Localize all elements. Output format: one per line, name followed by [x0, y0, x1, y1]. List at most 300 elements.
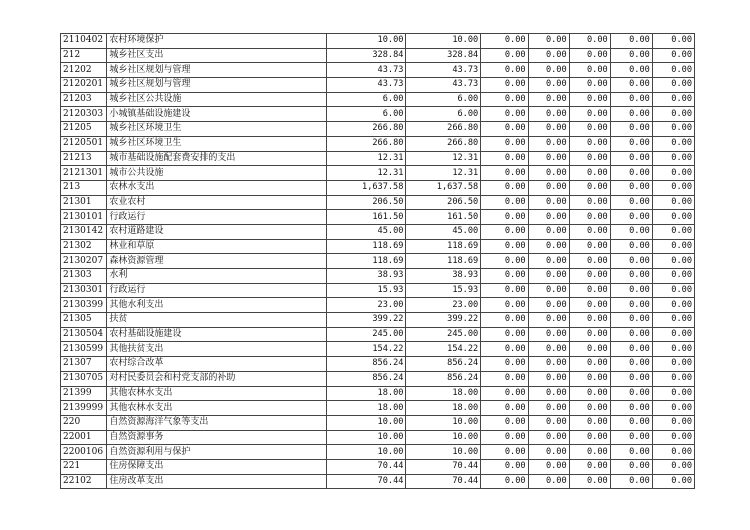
- amount-cell: 6.00: [327, 92, 406, 107]
- amount-cell: 0.00: [610, 78, 652, 93]
- amount-cell: 0.00: [610, 283, 652, 298]
- table-row: [61, 107, 695, 122]
- amount-cell: 0.00: [528, 92, 569, 107]
- subject-code-cell: 2130207: [61, 254, 107, 269]
- amount-cell: 0.00: [528, 224, 569, 239]
- amount-cell: 0.00: [569, 298, 610, 313]
- amount-cell: 0.00: [481, 122, 528, 137]
- subject-name-cell: 林业和草原: [107, 239, 327, 254]
- subject-name-cell: 其他扶贫支出: [107, 342, 327, 357]
- amount-cell: 45.00: [406, 224, 481, 239]
- amount-cell: 0.00: [610, 48, 652, 63]
- table-row: [61, 415, 695, 430]
- amount-cell: 10.00: [406, 34, 481, 49]
- table-row: [61, 122, 695, 137]
- table-row: [61, 386, 695, 401]
- table-row: [61, 63, 695, 78]
- table-row: [61, 254, 695, 269]
- subject-name-cell: 森林资源管理: [107, 254, 327, 269]
- table-row: [61, 136, 695, 151]
- amount-cell: 0.00: [481, 313, 528, 328]
- budget-table-page: [60, 33, 695, 489]
- amount-cell: 0.00: [528, 107, 569, 122]
- amount-cell: 0.00: [481, 107, 528, 122]
- subject-name-cell: 农村道路建设: [107, 224, 327, 239]
- amount-cell: 12.31: [327, 151, 406, 166]
- subject-code-cell: 2110402: [61, 34, 107, 49]
- amount-cell: 206.50: [406, 195, 481, 210]
- subject-code-cell: 21205: [61, 122, 107, 137]
- subject-code-cell: 221: [61, 459, 107, 474]
- amount-cell: 0.00: [481, 459, 528, 474]
- amount-cell: 0.00: [481, 327, 528, 342]
- amount-cell: 0.00: [528, 298, 569, 313]
- amount-cell: 0.00: [610, 92, 652, 107]
- amount-cell: 0.00: [652, 430, 694, 445]
- amount-cell: 0.00: [569, 107, 610, 122]
- subject-code-cell: 21399: [61, 386, 107, 401]
- amount-cell: 0.00: [610, 371, 652, 386]
- subject-name-cell: 水利: [107, 269, 327, 284]
- amount-cell: 0.00: [569, 48, 610, 63]
- subject-code-cell: 2130142: [61, 224, 107, 239]
- amount-cell: 0.00: [569, 327, 610, 342]
- amount-cell: 0.00: [528, 239, 569, 254]
- amount-cell: 0.00: [481, 34, 528, 49]
- amount-cell: 0.00: [481, 415, 528, 430]
- table-row: [61, 430, 695, 445]
- table-row: [61, 224, 695, 239]
- subject-name-cell: 其他农林水支出: [107, 401, 327, 416]
- subject-name-cell: 自然资源事务: [107, 430, 327, 445]
- amount-cell: 0.00: [528, 48, 569, 63]
- amount-cell: 0.00: [569, 269, 610, 284]
- amount-cell: 70.44: [327, 474, 406, 489]
- amount-cell: 0.00: [528, 78, 569, 93]
- amount-cell: 0.00: [569, 401, 610, 416]
- amount-cell: 0.00: [481, 63, 528, 78]
- amount-cell: 0.00: [610, 313, 652, 328]
- subject-code-cell: 2120501: [61, 136, 107, 151]
- amount-cell: 0.00: [481, 195, 528, 210]
- amount-cell: 18.00: [406, 386, 481, 401]
- subject-name-cell: 城市公共设施: [107, 166, 327, 181]
- amount-cell: 0.00: [569, 224, 610, 239]
- subject-code-cell: 2130399: [61, 298, 107, 313]
- amount-cell: 0.00: [652, 34, 694, 49]
- amount-cell: 0.00: [528, 180, 569, 195]
- amount-cell: 0.00: [481, 166, 528, 181]
- subject-code-cell: 2120303: [61, 107, 107, 122]
- amount-cell: 0.00: [569, 371, 610, 386]
- amount-cell: 18.00: [327, 401, 406, 416]
- amount-cell: 0.00: [652, 445, 694, 460]
- amount-cell: 0.00: [569, 430, 610, 445]
- amount-cell: 0.00: [481, 445, 528, 460]
- amount-cell: 245.00: [406, 327, 481, 342]
- amount-cell: 0.00: [610, 459, 652, 474]
- amount-cell: 0.00: [610, 415, 652, 430]
- amount-cell: 0.00: [528, 430, 569, 445]
- subject-code-cell: 21302: [61, 239, 107, 254]
- amount-cell: 0.00: [652, 92, 694, 107]
- subject-name-cell: 城乡社区规划与管理: [107, 63, 327, 78]
- subject-name-cell: 农村基础设施建设: [107, 327, 327, 342]
- amount-cell: 266.80: [327, 136, 406, 151]
- amount-cell: 10.00: [327, 34, 406, 49]
- table-row: [61, 78, 695, 93]
- subject-code-cell: 21203: [61, 92, 107, 107]
- amount-cell: 0.00: [652, 210, 694, 225]
- subject-code-cell: 2130504: [61, 327, 107, 342]
- subject-name-cell: 农业农村: [107, 195, 327, 210]
- subject-code-cell: 2130705: [61, 371, 107, 386]
- subject-name-cell: 农林水支出: [107, 180, 327, 195]
- table-row: [61, 401, 695, 416]
- amount-cell: 0.00: [481, 342, 528, 357]
- subject-name-cell: 小城镇基础设施建设: [107, 107, 327, 122]
- subject-name-cell: 城乡社区公共设施: [107, 92, 327, 107]
- amount-cell: 154.22: [327, 342, 406, 357]
- table-row: [61, 474, 695, 489]
- subject-code-cell: 22001: [61, 430, 107, 445]
- amount-cell: 18.00: [406, 401, 481, 416]
- amount-cell: 6.00: [406, 107, 481, 122]
- amount-cell: 0.00: [528, 459, 569, 474]
- table-row: [61, 210, 695, 225]
- amount-cell: 0.00: [652, 166, 694, 181]
- amount-cell: 0.00: [528, 401, 569, 416]
- amount-cell: 856.24: [406, 357, 481, 372]
- amount-cell: 856.24: [327, 371, 406, 386]
- amount-cell: 0.00: [569, 445, 610, 460]
- table-row: [61, 195, 695, 210]
- subject-code-cell: 21305: [61, 313, 107, 328]
- amount-cell: 10.00: [406, 430, 481, 445]
- subject-code-cell: 21213: [61, 151, 107, 166]
- amount-cell: 0.00: [610, 180, 652, 195]
- amount-cell: 0.00: [610, 254, 652, 269]
- amount-cell: 0.00: [652, 415, 694, 430]
- amount-cell: 0.00: [481, 269, 528, 284]
- amount-cell: 856.24: [327, 357, 406, 372]
- amount-cell: 18.00: [327, 386, 406, 401]
- amount-cell: 0.00: [610, 107, 652, 122]
- amount-cell: 0.00: [528, 445, 569, 460]
- table-row: [61, 34, 695, 49]
- amount-cell: 0.00: [652, 313, 694, 328]
- amount-cell: 0.00: [528, 327, 569, 342]
- amount-cell: 0.00: [652, 239, 694, 254]
- subject-name-cell: 农村综合改革: [107, 357, 327, 372]
- amount-cell: 0.00: [652, 151, 694, 166]
- amount-cell: 0.00: [481, 430, 528, 445]
- subject-code-cell: 2121301: [61, 166, 107, 181]
- amount-cell: 0.00: [569, 313, 610, 328]
- amount-cell: 0.00: [610, 386, 652, 401]
- amount-cell: 118.69: [327, 254, 406, 269]
- amount-cell: 23.00: [327, 298, 406, 313]
- amount-cell: 0.00: [652, 136, 694, 151]
- amount-cell: 0.00: [528, 283, 569, 298]
- amount-cell: 0.00: [652, 48, 694, 63]
- amount-cell: 0.00: [481, 210, 528, 225]
- amount-cell: 0.00: [569, 239, 610, 254]
- amount-cell: 0.00: [481, 401, 528, 416]
- amount-cell: 0.00: [528, 357, 569, 372]
- amount-cell: 0.00: [481, 136, 528, 151]
- amount-cell: 0.00: [610, 445, 652, 460]
- amount-cell: 0.00: [652, 342, 694, 357]
- table-row: [61, 445, 695, 460]
- amount-cell: 0.00: [528, 474, 569, 489]
- amount-cell: 0.00: [528, 34, 569, 49]
- amount-cell: 0.00: [652, 283, 694, 298]
- amount-cell: 0.00: [569, 180, 610, 195]
- subject-code-cell: 2120201: [61, 78, 107, 93]
- table-row: [61, 371, 695, 386]
- amount-cell: 856.24: [406, 371, 481, 386]
- amount-cell: 0.00: [481, 371, 528, 386]
- amount-cell: 0.00: [528, 195, 569, 210]
- amount-cell: 0.00: [569, 92, 610, 107]
- amount-cell: 0.00: [610, 166, 652, 181]
- amount-cell: 0.00: [528, 166, 569, 181]
- amount-cell: 0.00: [610, 298, 652, 313]
- subject-code-cell: 2200106: [61, 445, 107, 460]
- amount-cell: 12.31: [327, 166, 406, 181]
- table-row: [61, 180, 695, 195]
- subject-name-cell: 城乡社区环境卫生: [107, 136, 327, 151]
- amount-cell: 0.00: [569, 254, 610, 269]
- table-row: [61, 327, 695, 342]
- amount-cell: 43.73: [406, 78, 481, 93]
- table-row: [61, 298, 695, 313]
- amount-cell: 70.44: [327, 459, 406, 474]
- amount-cell: 6.00: [327, 107, 406, 122]
- table-row: [61, 166, 695, 181]
- amount-cell: 0.00: [481, 298, 528, 313]
- amount-cell: 0.00: [528, 63, 569, 78]
- table-row: [61, 342, 695, 357]
- amount-cell: 0.00: [569, 151, 610, 166]
- amount-cell: 10.00: [406, 415, 481, 430]
- subject-name-cell: 城乡社区规划与管理: [107, 78, 327, 93]
- subject-code-cell: 21301: [61, 195, 107, 210]
- subject-code-cell: 21303: [61, 269, 107, 284]
- amount-cell: 0.00: [652, 474, 694, 489]
- table-row: [61, 313, 695, 328]
- amount-cell: 118.69: [406, 254, 481, 269]
- expenditure-table: [60, 33, 695, 489]
- amount-cell: 161.50: [327, 210, 406, 225]
- amount-cell: 0.00: [610, 357, 652, 372]
- amount-cell: 15.93: [406, 283, 481, 298]
- amount-cell: 0.00: [610, 136, 652, 151]
- amount-cell: 0.00: [569, 415, 610, 430]
- subject-name-cell: 其他农林水支出: [107, 386, 327, 401]
- amount-cell: 70.44: [406, 474, 481, 489]
- amount-cell: 0.00: [569, 122, 610, 137]
- amount-cell: 10.00: [327, 430, 406, 445]
- amount-cell: 0.00: [569, 136, 610, 151]
- amount-cell: 0.00: [481, 224, 528, 239]
- amount-cell: 0.00: [569, 210, 610, 225]
- amount-cell: 206.50: [327, 195, 406, 210]
- amount-cell: 0.00: [528, 313, 569, 328]
- amount-cell: 0.00: [652, 386, 694, 401]
- amount-cell: 0.00: [652, 224, 694, 239]
- subject-name-cell: 扶贫: [107, 313, 327, 328]
- amount-cell: 0.00: [610, 210, 652, 225]
- amount-cell: 0.00: [652, 327, 694, 342]
- amount-cell: 0.00: [610, 122, 652, 137]
- amount-cell: 0.00: [569, 78, 610, 93]
- subject-code-cell: 2130599: [61, 342, 107, 357]
- subject-code-cell: 220: [61, 415, 107, 430]
- amount-cell: 10.00: [327, 415, 406, 430]
- subject-code-cell: 2139999: [61, 401, 107, 416]
- amount-cell: 328.84: [327, 48, 406, 63]
- amount-cell: 0.00: [610, 195, 652, 210]
- subject-name-cell: 住房保障支出: [107, 459, 327, 474]
- subject-code-cell: 21307: [61, 357, 107, 372]
- amount-cell: 0.00: [481, 151, 528, 166]
- amount-cell: 38.93: [327, 269, 406, 284]
- amount-cell: 266.80: [327, 122, 406, 137]
- amount-cell: 0.00: [652, 195, 694, 210]
- amount-cell: 0.00: [652, 122, 694, 137]
- amount-cell: 0.00: [569, 195, 610, 210]
- subject-name-cell: 自然资源海洋气象等支出: [107, 415, 327, 430]
- subject-code-cell: 2130101: [61, 210, 107, 225]
- amount-cell: 154.22: [406, 342, 481, 357]
- amount-cell: 15.93: [327, 283, 406, 298]
- amount-cell: 70.44: [406, 459, 481, 474]
- amount-cell: 0.00: [528, 371, 569, 386]
- table-row: [61, 283, 695, 298]
- subject-name-cell: 农村环境保护: [107, 34, 327, 49]
- amount-cell: 0.00: [528, 136, 569, 151]
- amount-cell: 0.00: [481, 239, 528, 254]
- amount-cell: 45.00: [327, 224, 406, 239]
- amount-cell: 0.00: [569, 474, 610, 489]
- amount-cell: 328.84: [406, 48, 481, 63]
- amount-cell: 0.00: [610, 327, 652, 342]
- amount-cell: 0.00: [652, 459, 694, 474]
- amount-cell: 0.00: [528, 269, 569, 284]
- table-row: [61, 239, 695, 254]
- amount-cell: 0.00: [528, 386, 569, 401]
- amount-cell: 0.00: [610, 430, 652, 445]
- amount-cell: 0.00: [569, 63, 610, 78]
- amount-cell: 0.00: [481, 92, 528, 107]
- amount-cell: 0.00: [481, 180, 528, 195]
- amount-cell: 0.00: [652, 254, 694, 269]
- amount-cell: 0.00: [569, 283, 610, 298]
- amount-cell: 10.00: [406, 445, 481, 460]
- amount-cell: 0.00: [569, 386, 610, 401]
- amount-cell: 0.00: [652, 298, 694, 313]
- amount-cell: 0.00: [652, 357, 694, 372]
- amount-cell: 0.00: [569, 166, 610, 181]
- amount-cell: 0.00: [481, 357, 528, 372]
- amount-cell: 0.00: [652, 180, 694, 195]
- amount-cell: 43.73: [327, 63, 406, 78]
- subject-code-cell: 212: [61, 48, 107, 63]
- subject-name-cell: 自然资源利用与保护: [107, 445, 327, 460]
- amount-cell: 0.00: [652, 401, 694, 416]
- amount-cell: 1,637.58: [327, 180, 406, 195]
- amount-cell: 0.00: [569, 459, 610, 474]
- amount-cell: 0.00: [610, 474, 652, 489]
- amount-cell: 0.00: [652, 107, 694, 122]
- subject-name-cell: 住房改革支出: [107, 474, 327, 489]
- amount-cell: 0.00: [610, 342, 652, 357]
- subject-name-cell: 行政运行: [107, 210, 327, 225]
- table-row: [61, 48, 695, 63]
- amount-cell: 0.00: [610, 63, 652, 78]
- subject-code-cell: 22102: [61, 474, 107, 489]
- amount-cell: 12.31: [406, 166, 481, 181]
- amount-cell: 399.22: [406, 313, 481, 328]
- amount-cell: 0.00: [481, 283, 528, 298]
- amount-cell: 0.00: [528, 151, 569, 166]
- subject-code-cell: 213: [61, 180, 107, 195]
- amount-cell: 1,637.58: [406, 180, 481, 195]
- subject-code-cell: 2130301: [61, 283, 107, 298]
- amount-cell: 0.00: [610, 239, 652, 254]
- amount-cell: 43.73: [327, 78, 406, 93]
- amount-cell: 0.00: [652, 269, 694, 284]
- amount-cell: 0.00: [652, 78, 694, 93]
- amount-cell: 0.00: [610, 401, 652, 416]
- amount-cell: 399.22: [327, 313, 406, 328]
- amount-cell: 0.00: [481, 386, 528, 401]
- amount-cell: 245.00: [327, 327, 406, 342]
- amount-cell: 23.00: [406, 298, 481, 313]
- amount-cell: 6.00: [406, 92, 481, 107]
- amount-cell: 266.80: [406, 136, 481, 151]
- amount-cell: 0.00: [528, 210, 569, 225]
- amount-cell: 0.00: [652, 63, 694, 78]
- amount-cell: 0.00: [652, 371, 694, 386]
- amount-cell: 0.00: [481, 48, 528, 63]
- subject-name-cell: 其他水利支出: [107, 298, 327, 313]
- amount-cell: 0.00: [610, 269, 652, 284]
- amount-cell: 0.00: [481, 474, 528, 489]
- amount-cell: 38.93: [406, 269, 481, 284]
- amount-cell: 118.69: [406, 239, 481, 254]
- amount-cell: 0.00: [569, 34, 610, 49]
- table-row: [61, 151, 695, 166]
- amount-cell: 118.69: [327, 239, 406, 254]
- subject-name-cell: 城乡社区环境卫生: [107, 122, 327, 137]
- subject-name-cell: 行政运行: [107, 283, 327, 298]
- amount-cell: 0.00: [569, 357, 610, 372]
- amount-cell: 0.00: [481, 254, 528, 269]
- amount-cell: 0.00: [528, 122, 569, 137]
- amount-cell: 161.50: [406, 210, 481, 225]
- amount-cell: 43.73: [406, 63, 481, 78]
- amount-cell: 10.00: [327, 445, 406, 460]
- amount-cell: 266.80: [406, 122, 481, 137]
- table-row: [61, 357, 695, 372]
- amount-cell: 0.00: [481, 78, 528, 93]
- table-row: [61, 269, 695, 284]
- amount-cell: 0.00: [610, 224, 652, 239]
- subject-name-cell: 城乡社区支出: [107, 48, 327, 63]
